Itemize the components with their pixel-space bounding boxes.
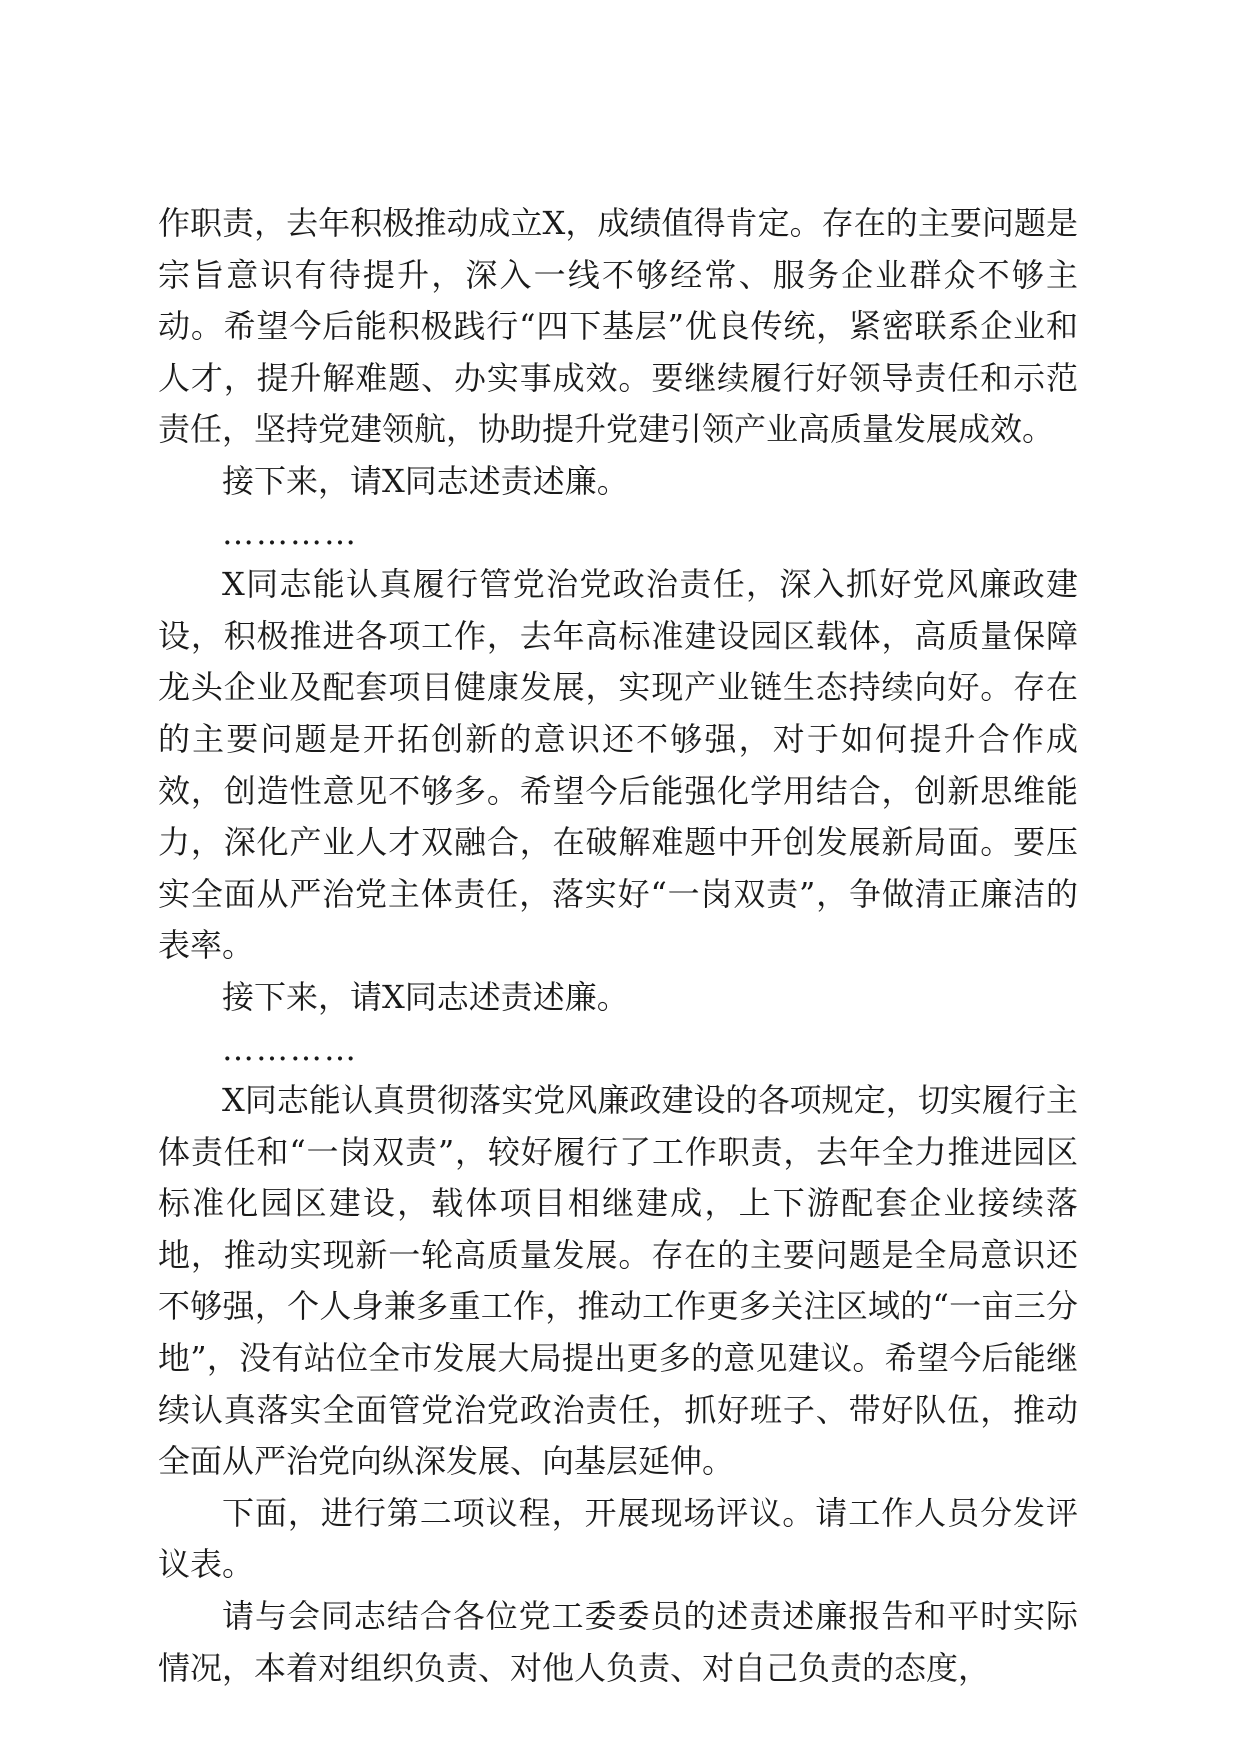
ellipsis-2: ………… bbox=[222, 1029, 358, 1068]
paragraph-2: 接下来，请X同志述责述廉。 bbox=[222, 461, 629, 500]
paragraph-5: X同志能认真贯彻落实党风廉政建设的各项规定，切实履行主体责任和“一岗双责”，较好履行了工作职责，去年全力推进园区标准化园区建设，载体项目相继建成，上下游配套企业接续落地，推动实现新一轮高质量发展。存在的主要问题是全局意识还不够强，个人身兼多重工作，推动工作更多关注区域的“一亩三分地”，没有站位全市发展大局提出更多的意见建议。希望今后能继续认真落实全面管党治党政治责任，抓好班子、带好队伍，推动全面从严治党向纵深发展、向基层延伸。 bbox=[158, 1081, 1078, 1481]
ellipsis-1: ………… bbox=[222, 513, 358, 552]
document-page bbox=[158, 198, 1078, 1694]
paragraph-1: 作职责，去年积极推动成立X，成绩值得肯定。存在的主要问题是宗旨意识有待提升，深入一线不够经常、服务企业群众不够主动。希望今后能积极践行“四下基层”优良传统，紧密联系企业和人才，提升解难题、办实事成效。要继续履行好领导责任和示范责任，坚持党建领航，协助提升党建引领产业高质量发展成效。 bbox=[158, 204, 1078, 449]
paragraph-4: 接下来，请X同志述责述廉。 bbox=[222, 977, 629, 1016]
paragraph-3: X同志能认真履行管党治党政治责任，深入抓好党风廉政建设，积极推进各项工作，去年高标准建设园区载体，高质量保障龙头企业及配套项目健康发展，实现产业链生态持续向好。存在的主要问题是开拓创新的意识还不够强，对于如何提升合作成效，创造性意见不够多。希望今后能强化学用结合，创新思维能力，深化产业人才双融合，在破解难题中开创发展新局面。要压实全面从严治党主体责任，落实好“一岗双责”，争做清正廉洁的表率。 bbox=[158, 565, 1078, 965]
paragraph-7: 请与会同志结合各位党工委委员的述责述廉报告和平时实际情况，本着对组织负责、对他人负责、对自己负责的态度， bbox=[158, 1597, 1078, 1687]
paragraph-6: 下面，进行第二项议程，开展现场评议。请工作人员分发评议表。 bbox=[158, 1493, 1078, 1584]
